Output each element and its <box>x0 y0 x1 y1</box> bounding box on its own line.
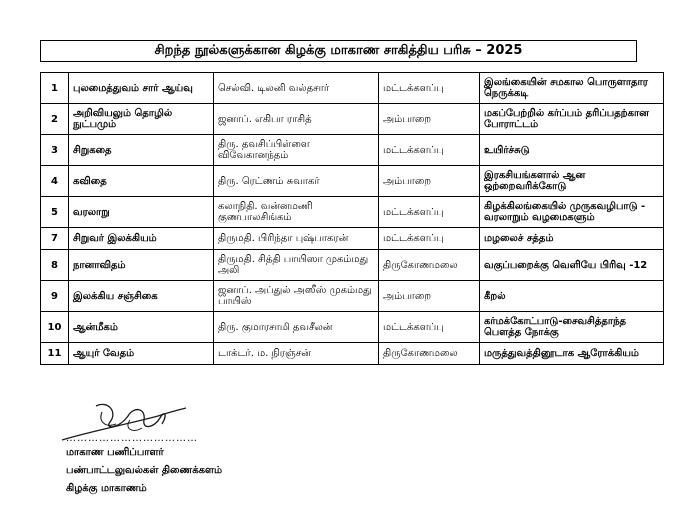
row-number: 10 <box>41 312 69 343</box>
row-number: 11 <box>41 343 69 365</box>
table-row <box>41 250 664 281</box>
table-row <box>41 73 664 104</box>
awards-table <box>40 72 664 365</box>
table-row <box>41 312 664 343</box>
category-cell: வரலாறு <box>69 197 214 228</box>
region-cell: திருகோணமலை <box>379 343 480 365</box>
author-cell: திருமதி. சித்தி பாயிஸா முகம்மது அலி <box>214 250 379 281</box>
book-title-cell: மழலைச் சத்தம் <box>480 228 664 250</box>
category-cell: சிறுகதை <box>69 135 214 166</box>
row-number: 8 <box>41 250 69 281</box>
signoff-province: கிழக்கு மாகாணம் <box>66 483 147 494</box>
region-cell: மட்டக்களப்பு <box>379 312 480 343</box>
author-cell: ஜனாப். அப்துல் அஸீஸ் முகம்மது பாயிஸ் <box>214 281 379 312</box>
author-cell: டாக்டர். ம. நிரஞ்சன் <box>214 343 379 365</box>
row-number: 1 <box>41 73 69 104</box>
author-cell: திரு. குமாரசாமி தவசீலன் <box>214 312 379 343</box>
book-title-cell: மருத்துவத்தினூடாக ஆரோக்கியம் <box>480 343 664 365</box>
book-title-cell: கிழக்கிலங்கையில் முருகவழிபாடு - வரலாறும் வழமைகளும் <box>480 197 664 228</box>
table-row <box>41 343 664 365</box>
category-cell: ஆன்மீகம் <box>69 312 214 343</box>
table-row <box>41 166 664 197</box>
signature-line: ……………………………… <box>66 433 198 444</box>
region-cell: திருகோணமலை <box>379 250 480 281</box>
region-cell: மட்டக்களப்பு <box>379 73 480 104</box>
author-cell: திரு. ரெட்ணம் சுவாகர் <box>214 166 379 197</box>
category-cell: நானாவிதம் <box>69 250 214 281</box>
signoff-title: மாகாண பணிப்பாளர் <box>66 447 164 458</box>
region-cell: மட்டக்களப்பு <box>379 228 480 250</box>
category-cell: கவிதை <box>69 166 214 197</box>
author-cell: செல்வி. டிலனி வல்தசார் <box>214 73 379 104</box>
row-number: 2 <box>41 104 69 135</box>
book-title-cell: கர்மக்கோட்பாடு-சைவசித்தாந்த பௌத்த நோக்கு <box>480 312 664 343</box>
row-number: 5 <box>41 197 69 228</box>
row-number: 7 <box>41 228 69 250</box>
region-cell: மட்டக்களப்பு <box>379 135 480 166</box>
region-cell: அம்பாறை <box>379 166 480 197</box>
document-title: சிறந்த நூல்களுக்கான கிழக்கு மாகாண சாகித்திய பரிசு – 2025 <box>40 40 637 62</box>
author-cell: திரு. தவசிப்பிள்ளை விவேகானந்தம் <box>214 135 379 166</box>
category-cell: அறிவியலும் தொழில் நுட்பமும் <box>69 104 214 135</box>
author-cell: கலாநிதி. வன்னமணி குணபாலசிங்கம் <box>214 197 379 228</box>
region-cell: மட்டக்களப்பு <box>379 197 480 228</box>
category-cell: புலமைத்துவம் சார் ஆய்வு <box>69 73 214 104</box>
row-number: 4 <box>41 166 69 197</box>
category-cell: ஆயுர் வேதம் <box>69 343 214 365</box>
book-title-cell: வகுப்பறைக்கு வெளியே பிரிவு -12 <box>480 250 664 281</box>
table-row <box>41 135 664 166</box>
category-cell: இலக்கிய சஞ்சிகை <box>69 281 214 312</box>
author-cell: திருமதி. பிரிந்தா புஷ்பாகரன் <box>214 228 379 250</box>
row-number: 3 <box>41 135 69 166</box>
signoff-department: பண்பாட்டலுவல்கள் திணைக்களம் <box>66 465 223 476</box>
book-title-cell: உயிர்ச்சுடு <box>480 135 664 166</box>
book-title-cell: இலங்கையின் சமகால பொருளாதார நெருக்கடி <box>480 73 664 104</box>
author-cell: ஜனாப். எகிபா ராசித் <box>214 104 379 135</box>
table-row <box>41 104 664 135</box>
book-title-cell: இரகசியங்களால் ஆன ஒற்றைவரிக்கோடு <box>480 166 664 197</box>
book-title-cell: மகப்பேற்றில் கர்ப்பம் தரிப்பதற்கான போராட்டம் <box>480 104 664 135</box>
book-title-cell: கீறல் <box>480 281 664 312</box>
region-cell: அம்பாறை <box>379 104 480 135</box>
table-row <box>41 197 664 228</box>
row-number: 9 <box>41 281 69 312</box>
table-row <box>41 228 664 250</box>
table-row <box>41 281 664 312</box>
category-cell: சிறுவர் இலக்கியம் <box>69 228 214 250</box>
region-cell: அம்பாறை <box>379 281 480 312</box>
